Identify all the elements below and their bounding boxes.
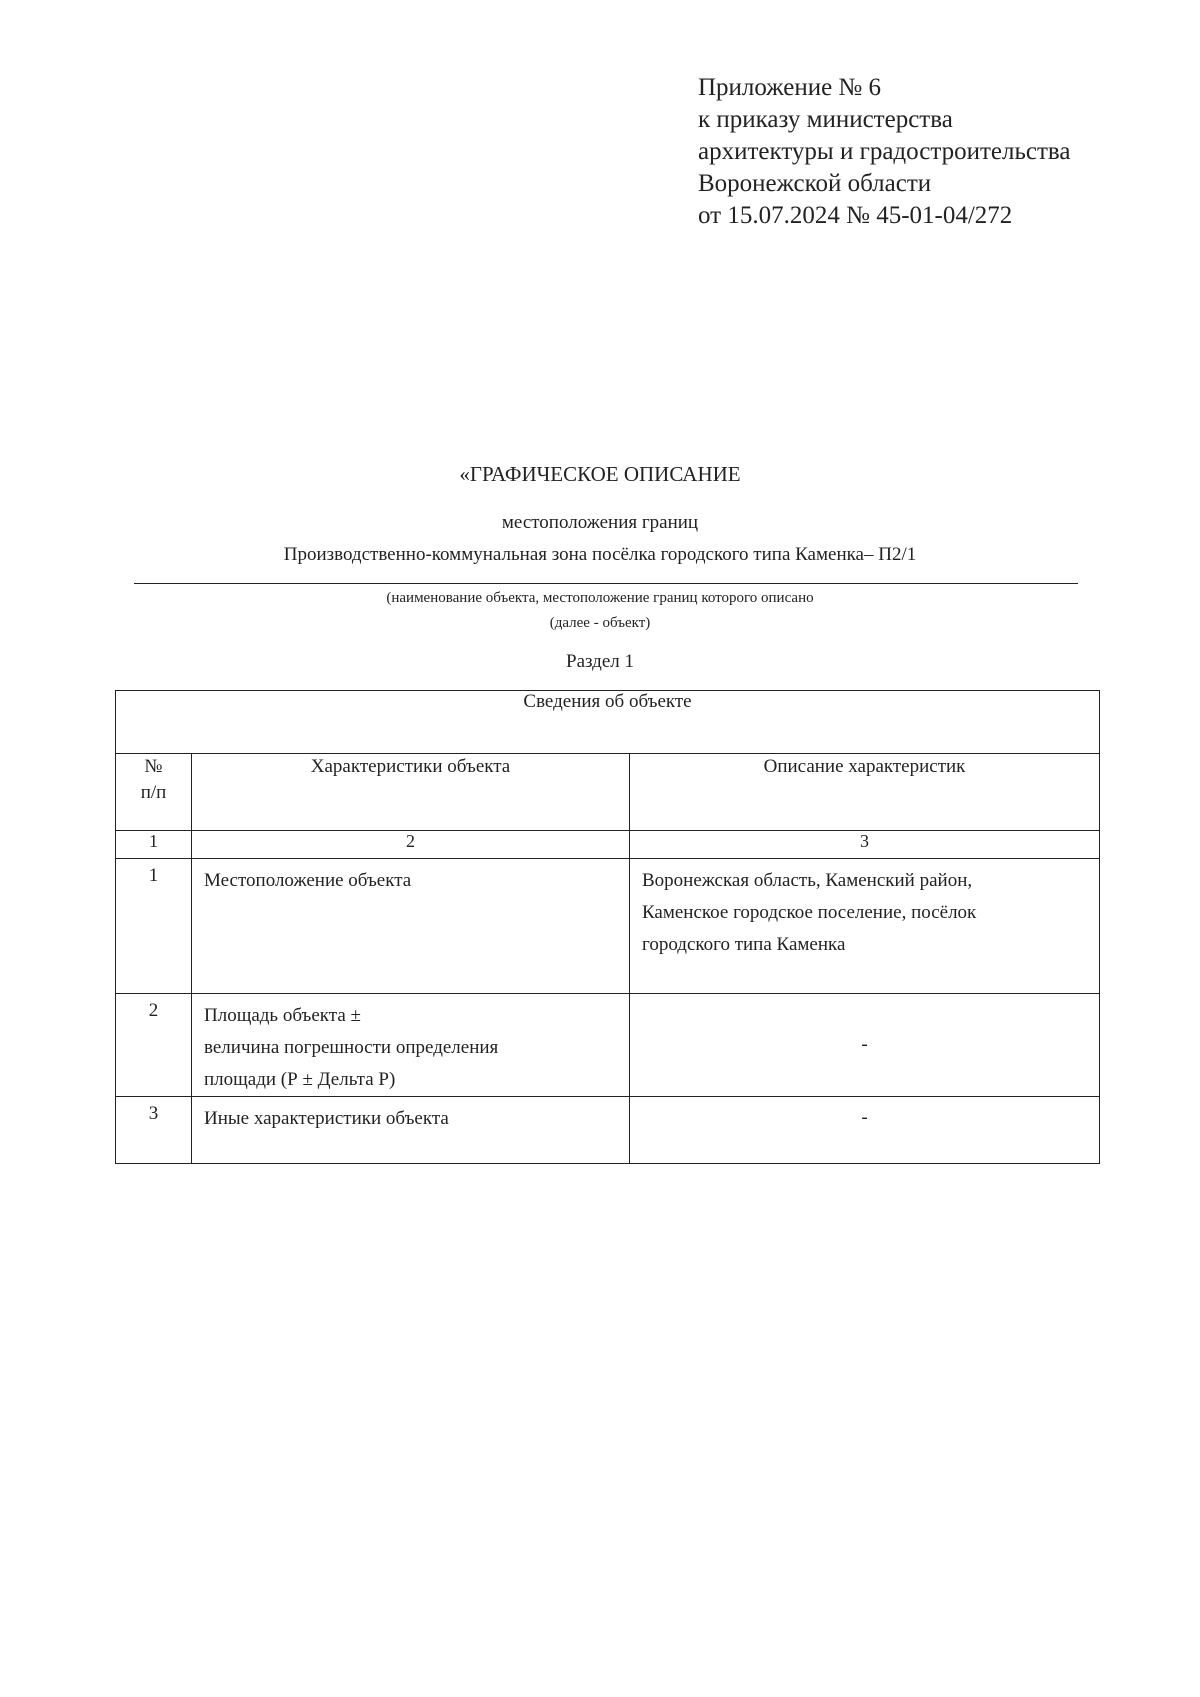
column-number: 2 bbox=[192, 831, 630, 859]
cell-line: Иные характеристики объекта bbox=[204, 1108, 449, 1129]
header-number-line: п/п bbox=[140, 782, 167, 803]
column-number-row bbox=[116, 831, 1100, 859]
table-row bbox=[116, 994, 1100, 1097]
header-number bbox=[116, 754, 192, 831]
cell-line: Каменское городское поселение, посёлок bbox=[642, 902, 977, 923]
row-description bbox=[630, 859, 1100, 994]
header-number-line: № bbox=[144, 756, 163, 777]
attachment-line: архитектуры и градостроительства bbox=[698, 138, 1071, 165]
row-characteristic bbox=[192, 859, 630, 994]
header-description: Описание характеристик bbox=[630, 754, 1100, 831]
column-number: 3 bbox=[630, 831, 1100, 859]
object-name: Производственно-коммунальная зона посёлка городского типа Каменка– П2/1 bbox=[283, 544, 917, 565]
document-title: «ГРАФИЧЕСКОЕ ОПИСАНИЕ bbox=[459, 462, 741, 486]
document-subtitle: местоположения границ bbox=[501, 512, 699, 533]
column-number: 1 bbox=[116, 831, 192, 859]
row-characteristic bbox=[192, 1097, 630, 1164]
cell-line: Площадь объекта ± bbox=[204, 1005, 361, 1026]
attachment-line: к приказу министерства bbox=[698, 106, 953, 133]
table-row bbox=[116, 859, 1100, 994]
attachment-header bbox=[698, 72, 1070, 232]
row-number: 3 bbox=[116, 1097, 192, 1164]
attachment-line: Приложение № 6 bbox=[698, 74, 882, 101]
header-characteristics: Характеристики объекта bbox=[192, 754, 630, 831]
underline-divider bbox=[134, 583, 1078, 584]
table-caption: Сведения об объекте bbox=[116, 691, 1100, 754]
table-row bbox=[116, 1097, 1100, 1164]
table-caption-row bbox=[116, 691, 1100, 754]
row-description: - bbox=[630, 994, 1100, 1097]
cell-line: площади (Р ± Дельта Р) bbox=[204, 1069, 396, 1090]
object-name-note: (далее - объект) bbox=[549, 615, 651, 631]
cell-line: Воронежская область, Каменский район, bbox=[642, 870, 973, 891]
object-info-table bbox=[115, 690, 1100, 1164]
row-description: - bbox=[630, 1097, 1100, 1164]
attachment-line: Воронежской области bbox=[698, 170, 932, 197]
row-number: 2 bbox=[116, 994, 192, 1097]
cell-line: городского типа Каменка bbox=[642, 934, 846, 955]
table-header-row bbox=[116, 754, 1100, 831]
section-heading: Раздел 1 bbox=[566, 651, 634, 672]
row-number: 1 bbox=[116, 859, 192, 994]
object-name-note: (наименование объекта, местоположение границ которого описано bbox=[386, 590, 814, 606]
attachment-line: от 15.07.2024 № 45-01-04/272 bbox=[698, 202, 1013, 229]
cell-line: Местоположение объекта bbox=[204, 870, 412, 891]
cell-line: величина погрешности определения bbox=[204, 1037, 499, 1058]
row-characteristic bbox=[192, 994, 630, 1097]
